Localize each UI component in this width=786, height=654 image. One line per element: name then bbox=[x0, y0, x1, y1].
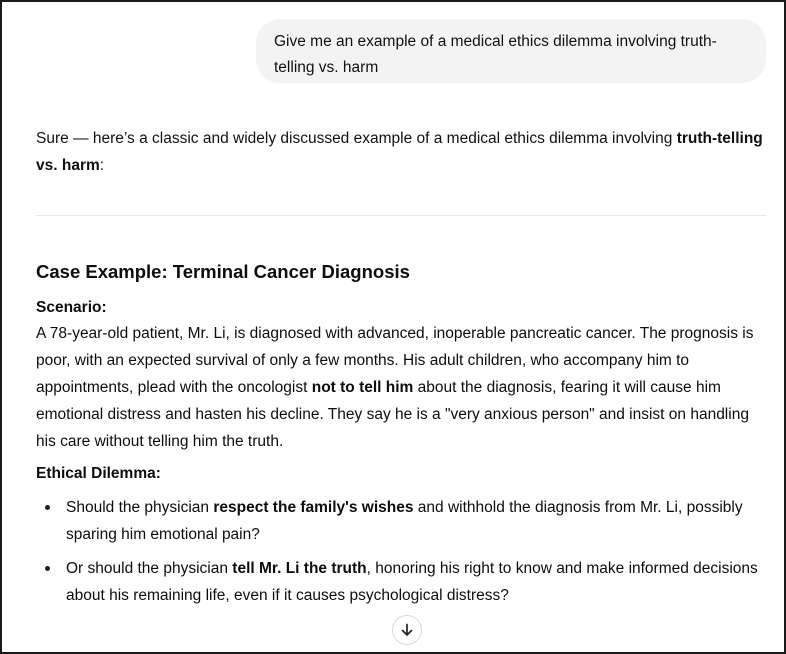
bullet-bold-text: respect the family's wishes bbox=[213, 499, 414, 516]
dilemma-list bbox=[36, 494, 766, 616]
arrow-down-icon bbox=[399, 622, 415, 638]
bullet-text-before: Should the physician bbox=[66, 499, 214, 516]
scenario-bold-text: not to tell him bbox=[311, 379, 414, 396]
dilemma-label: Ethical Dilemma: bbox=[36, 465, 161, 482]
scenario-label: Scenario: bbox=[36, 299, 107, 316]
bullet-icon bbox=[45, 566, 50, 571]
intro-bold-text: truth-telling vs. harm bbox=[36, 130, 763, 174]
bullet-text-after: and withhold the diagnosis from Mr. Li, possibly sparing him emotional pain? bbox=[66, 499, 743, 543]
scenario-text-part2: about the diagnosis, fearing it will cause him emotional distress and hasten his decline. They say he is a "very anxious person" and insist on handling his care without telling him the truth. bbox=[36, 379, 749, 450]
assistant-intro bbox=[36, 125, 766, 179]
intro-text: Sure — here’s a classic and widely discussed example of a medical ethics dilemma involving bbox=[36, 130, 677, 147]
list-item bbox=[36, 494, 766, 548]
bullet-text-before: Or should the physician bbox=[66, 560, 233, 577]
user-message-bubble bbox=[256, 19, 766, 83]
section-divider bbox=[36, 215, 766, 216]
bullet-icon bbox=[45, 505, 50, 510]
bullet-text-after: , honoring his right to know and make informed decisions about his remaining life, even if it causes psychological distress? bbox=[66, 560, 758, 604]
case-title: Case Example: Terminal Cancer Diagnosis bbox=[36, 261, 410, 282]
scroll-to-bottom-button[interactable] bbox=[392, 615, 422, 645]
scenario-text-part1: A 78-year-old patient, Mr. Li, is diagnosed with advanced, inoperable pancreatic cancer. The prognosis is poor, with an expected survival of only a few months. His adult children, who accompany him to appointments, plead with the oncologist bbox=[36, 325, 754, 396]
list-item bbox=[36, 555, 766, 609]
scenario-text bbox=[36, 320, 766, 455]
user-message-text: Give me an example of a medical ethics dilemma involving truth-telling vs. harm bbox=[274, 33, 717, 76]
intro-text-end: : bbox=[99, 157, 105, 174]
bullet-bold-text: tell Mr. Li the truth bbox=[232, 560, 367, 577]
